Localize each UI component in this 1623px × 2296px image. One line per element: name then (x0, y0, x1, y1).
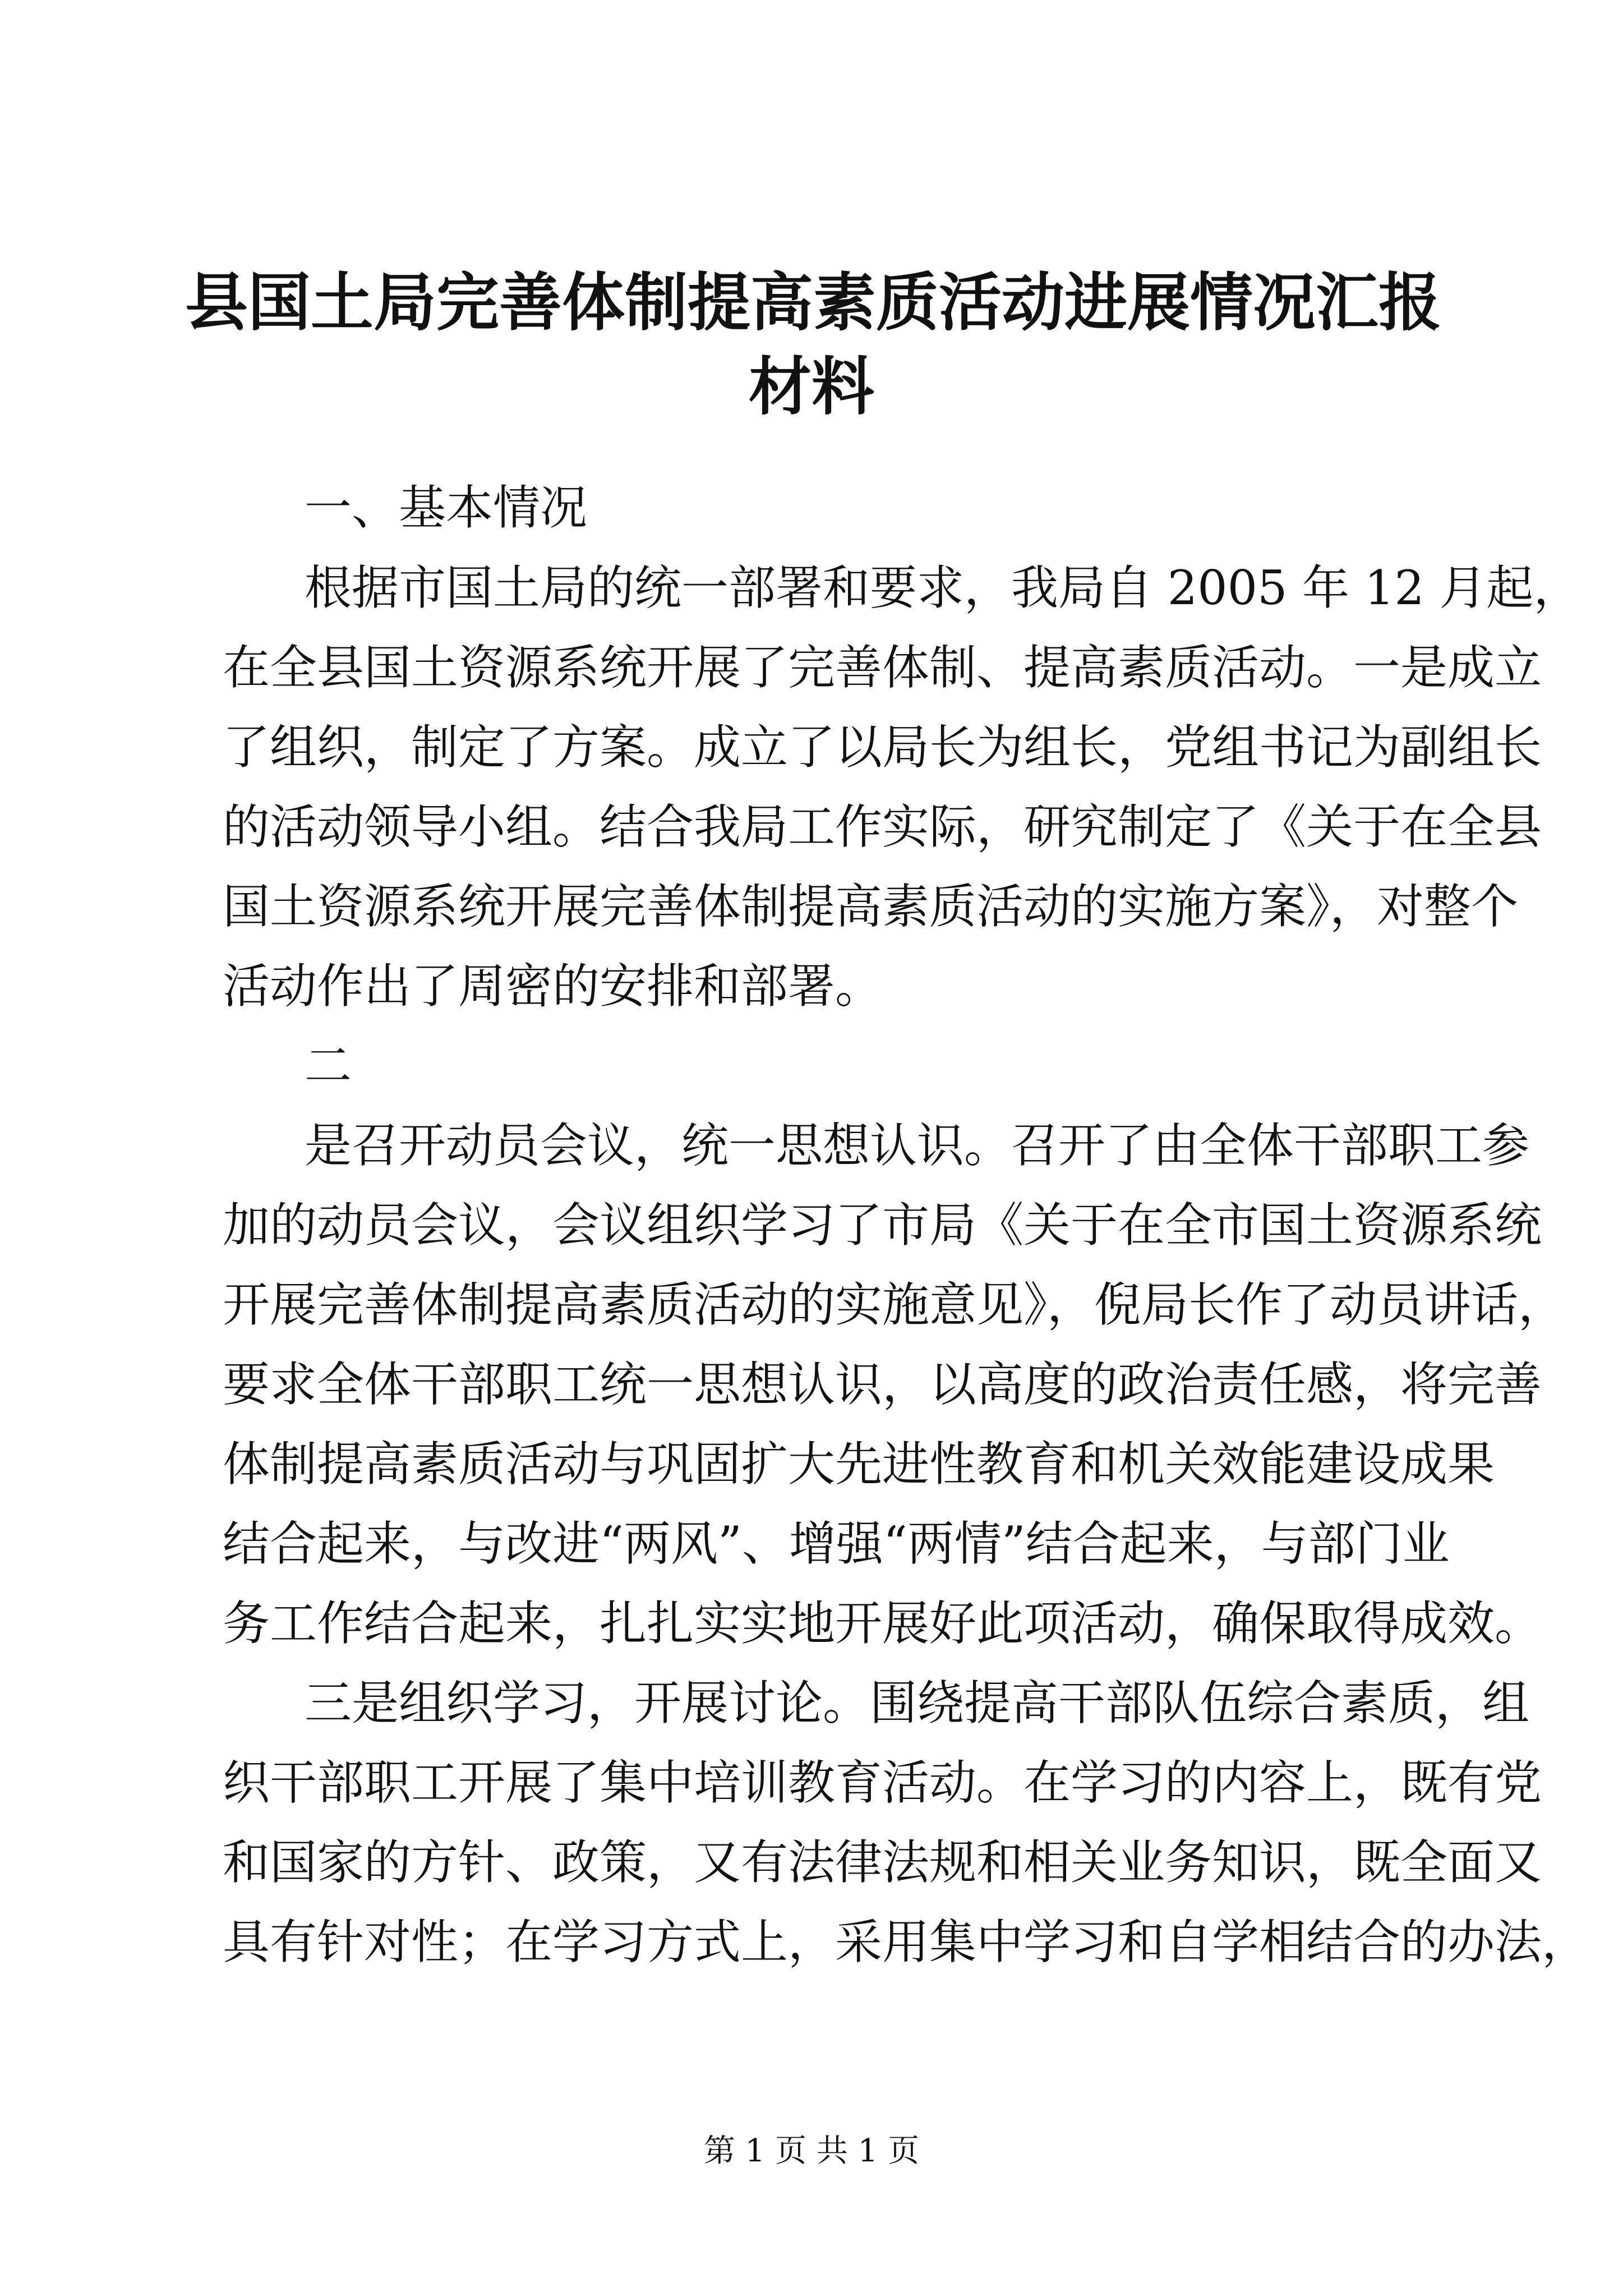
para1-line-3: 了组织，制定了方案。成立了以局长为组长，党组书记为副组长 (223, 720, 1542, 775)
document-title-line-2: 材料 (749, 350, 874, 424)
para3-line-4: 具有针对性；在学习方式上，采用集中学习和自学相结合的办法， (223, 1915, 1589, 1970)
document-title-line-1: 县国土局完善体制提高素质活动进展情况汇报 (185, 266, 1441, 339)
para1-line-1: 根据市国土局的统一部署和要求，我局自 2005 年 12 月起， (305, 560, 1581, 615)
para2-line-6: 结合起来，与改进“两风”、增强“两情”结合起来，与部门业 (223, 1516, 1450, 1571)
para1-line-6: 活动作出了周密的安排和部署。 (223, 959, 883, 1014)
para1-line-2: 在全县国土资源系统开展了完善体制、提高素质活动。一是成立 (223, 640, 1542, 695)
para1-line-5: 国土资源系统开展完善体制提高素质活动的实施方案》，对整个 (223, 879, 1519, 934)
section-heading-1: 一、基本情况 (305, 480, 588, 535)
para2-line-3: 开展完善体制提高素质活动的实施意见》，倪局长作了动员讲话， (223, 1277, 1566, 1332)
para3-line-1: 三是组织学习，开展讨论。围绕提高干部队伍综合素质，组 (305, 1676, 1530, 1731)
section-heading-2: 二 (305, 1038, 352, 1093)
para2-line-4: 要求全体干部职工统一思想认识，以高度的政治责任感，将完善 (223, 1357, 1542, 1412)
para3-line-3: 和国家的方针、政策，又有法律法规和相关业务知识，既全面又 (223, 1835, 1542, 1890)
page-footer: 第 1 页 共 1 页 (703, 2133, 920, 2169)
para2-line-5: 体制提高素质活动与巩固扩大先进性教育和机关效能建设成果 (223, 1437, 1495, 1492)
para2-line-7: 务工作结合起来，扎扎实实地开展好此项活动，确保取得成效。 (223, 1596, 1542, 1651)
para2-line-2: 加的动员会议，会议组织学习了市局《关于在全市国土资源系统 (223, 1198, 1542, 1253)
para2-line-1: 是召开动员会议，统一思想认识。召开了由全体干部职工参 (305, 1118, 1530, 1173)
para1-line-4: 的活动领导小组。结合我局工作实际，研究制定了《关于在全县 (223, 799, 1542, 854)
para3-line-2: 织干部职工开展了集中培训教育活动。在学习的内容上，既有党 (223, 1755, 1542, 1810)
